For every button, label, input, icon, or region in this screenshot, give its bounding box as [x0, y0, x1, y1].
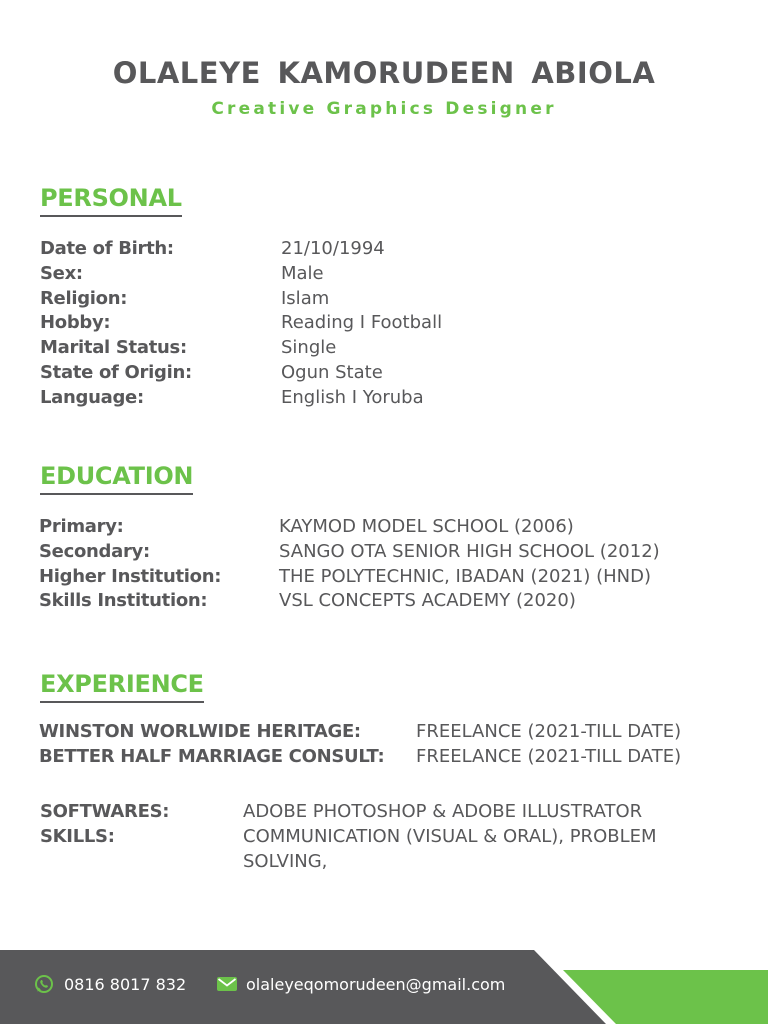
field-label: Secondary:: [39, 540, 150, 562]
field-label: Date of Birth:: [40, 238, 174, 259]
field-value: English I Yoruba: [281, 386, 424, 408]
field-value: KAYMOD MODEL SCHOOL (2006): [279, 516, 574, 537]
field-value: SANGO OTA SENIOR HIGH SCHOOL (2012): [279, 540, 660, 562]
mail-icon: [216, 974, 236, 994]
section-heading-education: EDUCATION: [40, 462, 193, 495]
field-value: Reading I Football: [281, 312, 443, 334]
contact-email[interactable]: [216, 974, 505, 994]
field-label: Skills Institution:: [39, 590, 208, 612]
field-label: Sex:: [40, 262, 83, 284]
field-value: THE POLYTECHNIC, IBADAN (2021) (HND): [279, 565, 652, 587]
field-label: Language:: [40, 386, 144, 408]
field-value: ADOBE PHOTOSHOP & ADOBE ILLUSTRATOR: [243, 801, 643, 822]
employer-label: WINSTON WORLWIDE HERITAGE:: [39, 721, 361, 742]
contact-phone[interactable]: [34, 974, 186, 994]
field-label: Primary:: [39, 516, 124, 537]
field-label: SOFTWARES:: [40, 801, 170, 822]
field-label: Religion:: [40, 287, 128, 309]
field-value: Ogun State: [281, 361, 383, 383]
email-address: olaleyeqomorudeen@gmail.com: [246, 974, 506, 994]
field-value: 21/10/1994: [281, 238, 385, 259]
field-value: COMMUNICATION (VISUAL & ORAL), PROBLEM SOLVING,: [243, 825, 657, 872]
section-heading-personal: PERSONAL: [40, 184, 182, 217]
field-value: Single: [281, 337, 337, 359]
field-label: Marital Status:: [40, 337, 187, 359]
field-label: Hobby:: [40, 312, 111, 334]
phone-number: 0816 8017 832: [64, 974, 187, 994]
field-value: Islam: [281, 287, 330, 309]
field-label: Higher Institution:: [39, 565, 222, 587]
section-heading-experience: EXPERIENCE: [40, 670, 204, 703]
field-value: Male: [281, 262, 324, 284]
job-title: Creative Graphics Designer: [211, 99, 557, 119]
candidate-name: OLALEYE KAMORUDEEN ABIOLA: [112, 56, 656, 90]
field-label: SKILLS:: [40, 825, 115, 847]
employment-value: FREELANCE (2021-TILL DATE): [416, 721, 682, 742]
whatsapp-icon: [34, 974, 54, 994]
field-label: State of Origin:: [40, 361, 192, 383]
employer-label: BETTER HALF MARRIAGE CONSULT:: [39, 745, 385, 767]
field-value: VSL CONCEPTS ACADEMY (2020): [279, 590, 576, 612]
employment-value: FREELANCE (2021-TILL DATE): [416, 745, 682, 767]
